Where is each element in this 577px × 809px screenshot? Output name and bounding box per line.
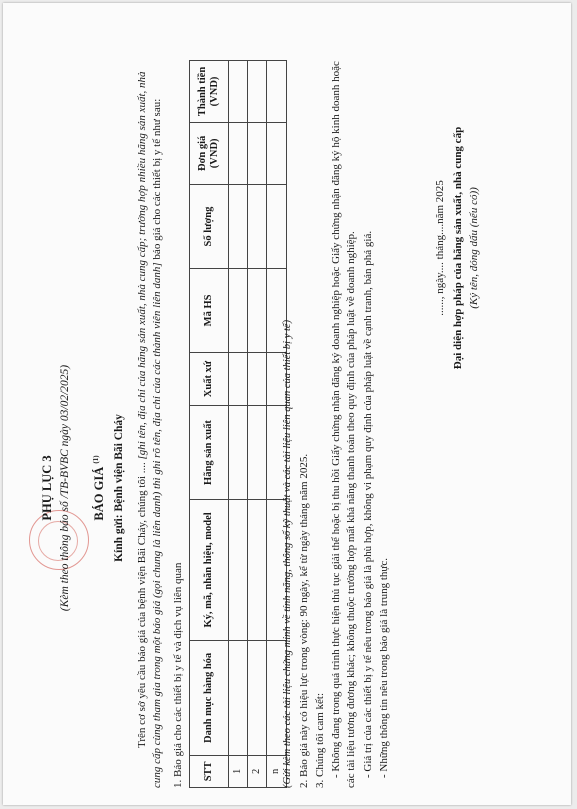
signature-note: (Ký tên, đóng dấu (nếu có)): [468, 187, 480, 309]
table-cell: [229, 269, 248, 352]
addressee: Kính gửi: Bệnh viện Bãi Cháy: [113, 414, 125, 562]
section-1-heading: 1. Báo giá cho các thiết bị y tế và dịch vụ liên quan: [172, 562, 184, 788]
commitment-item: - Giá trị của các thiết bị y tế nêu trong báo giá là phù hợp, không vi phạm quy định của pháp luật về cạnh tranh, bán phá giá.: [362, 230, 374, 778]
intro-normal: Trên cơ sở yêu cầu báo giá của bệnh viện Bãi Cháy, chúng tôi ....: [136, 459, 148, 748]
quote-title: [91, 188, 108, 788]
col-manufacturer: Hãng sản xuất: [190, 406, 229, 499]
table-cell: [267, 184, 286, 269]
table-cell: n: [267, 755, 286, 787]
table-cell: [248, 184, 267, 269]
table-cell: [248, 61, 267, 123]
col-origin: Xuất xứ: [190, 352, 229, 406]
quote-title-text: BÁO GIÁ: [92, 466, 106, 521]
table-cell: [229, 641, 248, 756]
quote-table: [189, 60, 287, 788]
attachment-note: (Gửi kèm theo các tài liệu chứng minh về tính năng, thông số kỹ thuật và các tài liệu liên quan của thiết bị y tế): [282, 319, 293, 788]
table-cell: [267, 122, 286, 184]
table-cell: 1: [229, 755, 248, 787]
document-page: [3, 3, 571, 805]
table-cell: [229, 184, 248, 269]
intro-italic: [ghi tên, địa chỉ của hãng sản xuất, nhà cung cấp; trường hợp nhiều hãng sản xuất, nhà cung cấp cùng tham gia trong một báo giá (gọi chung là liên danh) thì ghi rõ tên, địa chỉ của các thành viên liên danh]: [136, 71, 163, 788]
validity-clause: 2. Báo giá này có hiệu lực trong vòng: 90 ngày, kể từ ngày tháng năm 2025.: [298, 453, 310, 788]
table-cell: [248, 352, 267, 406]
intro-paragraph: [135, 53, 165, 788]
commitments-heading: 3. Chúng tôi cam kết:: [314, 692, 326, 788]
signature-date: ......, ngày.... tháng....năm 2025: [434, 180, 446, 316]
table-cell: [248, 406, 267, 499]
table-cell: 2: [248, 755, 267, 787]
col-quantity: Số lượng: [190, 184, 229, 269]
col-model: Ký, mã, nhãn hiệu, model: [190, 499, 229, 641]
table-row: [229, 61, 248, 788]
col-hs-code: Mã HS: [190, 269, 229, 352]
table-cell: [267, 61, 286, 123]
table-cell: [248, 122, 267, 184]
table-cell: [229, 499, 248, 641]
table-cell: [229, 122, 248, 184]
commitment-item: - Những thông tin nêu trong báo giá là trung thực.: [378, 558, 390, 778]
table-cell: [229, 61, 248, 123]
commitment-item: - Không đang trong quá trình thực hiện thủ tục giải thể hoặc bị thu hồi Giấy chứng nhận đăng ký doanh nghiệp hoặc Giấy chứng nhận đăng ký hộ kinh doanh hoặc các tài liệu tương đương khác; không thuộc trường hợp mất khả năng thanh toán theo quy định của pháp luật về doanh nghiệp.: [330, 61, 357, 788]
table-cell: [248, 499, 267, 641]
table-row: [248, 61, 267, 788]
intro-end: báo giá cho các thiết bị y tế như sau:: [150, 98, 163, 263]
signature-title: Đại diện hợp pháp của hãng sản xuất, nhà cung cấp: [452, 126, 464, 370]
rotated-document: [23, 48, 543, 788]
table-header-row: [190, 61, 229, 788]
appendix-subtitle: (Kèm theo thông báo số /TB-BVBC ngày 03/02/2025): [59, 364, 71, 612]
table-cell: [248, 269, 267, 352]
col-item: Danh mục hàng hóa: [190, 641, 229, 756]
appendix-title: PHỤ LỤC 3: [40, 455, 54, 521]
quote-footnote-mark: (1): [91, 455, 100, 464]
col-total: Thành tiền (VND): [190, 61, 229, 123]
table-cell: [248, 641, 267, 756]
table-cell: [229, 406, 248, 499]
col-stt: STT: [190, 755, 229, 787]
col-unit-price: Đơn giá (VND): [190, 122, 229, 184]
table-cell: [229, 352, 248, 406]
